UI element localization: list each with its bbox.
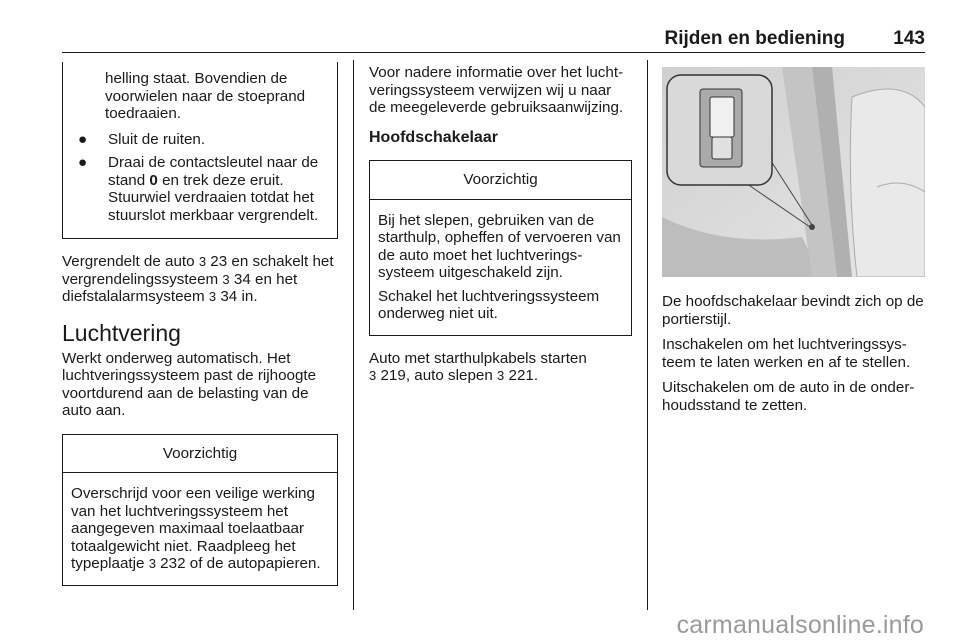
warning-title: Voorzichtig <box>63 435 337 474</box>
continued-text: helling staat. Bovendien de voorwielen naar de stoeprand toedraaien. <box>105 70 306 122</box>
paragraph-location: De hoofdschakelaar bevindt zich op de portierstijl. <box>662 293 924 328</box>
warning-title: Voorzichtig <box>370 161 631 200</box>
page-ref-link[interactable]: 34 <box>233 270 251 288</box>
list-item <box>75 154 329 224</box>
warning-body: Overschrijd voor een veilige werking van het luchtveringssysteem het aangegeven maximaal toelaatbaar totaalgewicht niet. Raadpleeg het typeplaatje 3 232 of de autopapieren. <box>71 485 321 572</box>
page-ref-icon: 3 <box>369 368 377 383</box>
page-ref-link[interactable]: 232 <box>160 555 186 572</box>
page-ref-icon: 3 <box>208 289 217 304</box>
page-ref-link[interactable]: 221 <box>508 367 534 384</box>
warning-box <box>62 434 338 586</box>
page-ref-link[interactable]: 34 <box>220 288 238 305</box>
page-ref-link[interactable]: 23 <box>210 253 228 270</box>
column-divider-1 <box>353 60 354 610</box>
list-item-text: Sluit de ruiten. <box>108 130 206 148</box>
page-ref-icon: 3 <box>222 271 230 287</box>
list-item <box>75 131 329 149</box>
bullet-symbol: ● <box>78 154 88 171</box>
list-item-text: Draai de contactsleutel naar de stand 0 en trek deze eruit. Stuurwiel verdraaien totdat het stuurslot merkbaar vergrendelt. <box>108 154 319 224</box>
paragraph-starthulp: Auto met starthulpkabels starten 3 219, auto slepen 3 221. <box>369 349 587 384</box>
page-ref-icon: 3 <box>497 368 505 383</box>
warning-body: Bij het slepen, gebruiken van de starthulp, opheffen of vervoeren van de auto moet het luchtveringssysteem uitgeschakeld zijn. Schakel het luchtveringssysteem onderweg niet uit. <box>378 211 621 322</box>
paragraph-on: Inschakelen om het luchtveringssysteem te laten werken en af te stellen. <box>662 336 911 371</box>
column-divider-2 <box>647 60 648 610</box>
page-header <box>62 24 925 53</box>
switch-illustration <box>662 67 925 277</box>
section-heading: Luchtvering <box>62 319 181 346</box>
warning-box <box>369 160 632 336</box>
bullet-symbol: ● <box>78 130 88 148</box>
door-pillar-switch-image <box>662 67 925 277</box>
subsection-heading: Hoofdschakelaar <box>369 128 498 146</box>
paragraph-info: Voor nadere informatie over het luchtveringssysteem verwijzen wij u naar de meegeleverde gebruiksaanwijzing. <box>369 64 624 116</box>
page-number: 143 <box>893 28 925 49</box>
page-ref-icon: 3 <box>198 254 207 269</box>
paragraph-lock: Vergrendelt de auto 3 23 en schakelt het vergrendelingssysteem 3 34 en het diefstalalarmsysteem 3 34 in. <box>62 253 334 305</box>
watermark: carmanualsonline.info <box>676 611 924 639</box>
page-ref-link[interactable]: 219 <box>380 367 406 384</box>
page-ref-icon: 3 <box>148 556 156 571</box>
continued-box <box>62 62 338 239</box>
paragraph-air-suspension: Werkt onderweg automatisch. Het luchtveringssysteem past de rijhoogte voortdurend aan de belasting van de auto aan. <box>62 349 317 419</box>
stand-bold: 0 <box>149 171 158 189</box>
column-1 <box>62 62 338 600</box>
column-2 <box>369 64 632 393</box>
paragraph-off: Uitschakelen om de auto in de onderhoudsstand te zetten. <box>662 379 915 414</box>
column-3 <box>662 67 927 422</box>
section-title: Rijden en bediening <box>664 28 845 49</box>
